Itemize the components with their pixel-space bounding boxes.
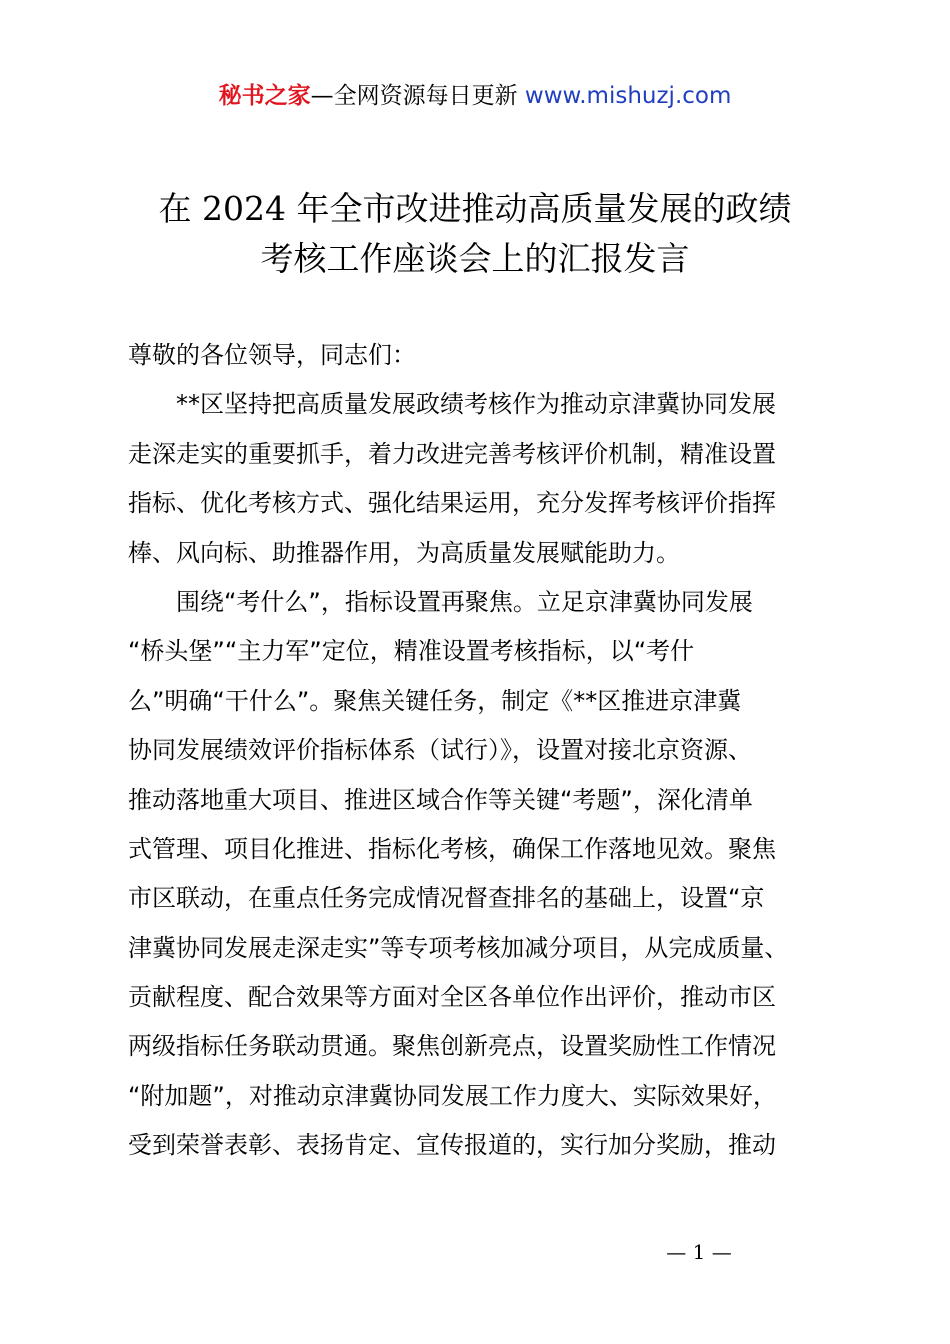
paragraph-line: 推动落地重大项目、推进区域合作等关键“考题”，深化清单 [128,785,753,814]
site-url-link[interactable]: www.mishuzj.com [524,83,732,109]
page-number-label: — 1 — [666,1240,732,1264]
paragraph-line: “附加题”，对推动京津冀协同发展工作力度大、实际效果好， [128,1081,777,1110]
paragraph-line: 协同发展绩效评价指标体系（试行）》，设置对接北京资源、 [128,736,752,765]
document-body [128,331,848,1171]
page-number [0,1238,950,1266]
site-brand: 秘书之家 [218,83,311,109]
paragraph-line: 么”明确“干什么”。聚焦关键任务，制定《**区推进京津冀 [128,686,742,715]
paragraph-line: 走深走实的重要抓手，着力改进完善考核评价机制，精准设置 [128,439,776,468]
paragraph-line: 两级指标任务联动贯通。聚焦创新亮点，设置奖励性工作情况 [128,1032,776,1061]
site-header [0,80,950,112]
site-tagline: —全网资源每日更新 [310,83,525,109]
title-line-2: 考核工作座谈会上的汇报发言 [260,239,690,278]
paragraph-line: 受到荣誉表彰、表扬肯定、宣传报道的，实行加分奖励，推动 [128,1131,776,1160]
paragraph-line: 棒、风向标、助推器作用，为高质量发展赋能助力。 [128,538,680,567]
paragraph-line: “桥头堡”“主力军”定位，精准设置考核指标，以“考什 [128,637,695,666]
salutation: 尊敬的各位领导，同志们： [128,341,416,369]
paragraph-line: 津冀协同发展走深走实”等专项考核加减分项目，从完成质量、 [128,933,789,962]
paragraph-line: 围绕“考什么”，指标设置再聚焦。立足京津冀协同发展 [176,587,753,616]
title-line-1: 在 2024 年全市改进推动高质量发展的政绩 [158,189,792,228]
paragraph-line: 市区联动，在重点任务完成情况督查排名的基础上，设置“京 [128,884,765,913]
paragraph-line: 指标、优化考核方式、强化结果运用，充分发挥考核评价指挥 [128,489,776,518]
document-title [0,184,950,284]
paragraph-line: 贡献程度、配合效果等方面对全区各单位作出评价，推动市区 [128,983,776,1012]
paragraph-line: 式管理、项目化推进、指标化考核，确保工作落地见效。聚焦 [128,834,776,863]
paragraph-line: **区坚持把高质量发展政绩考核作为推动京津冀协同发展 [176,390,776,419]
